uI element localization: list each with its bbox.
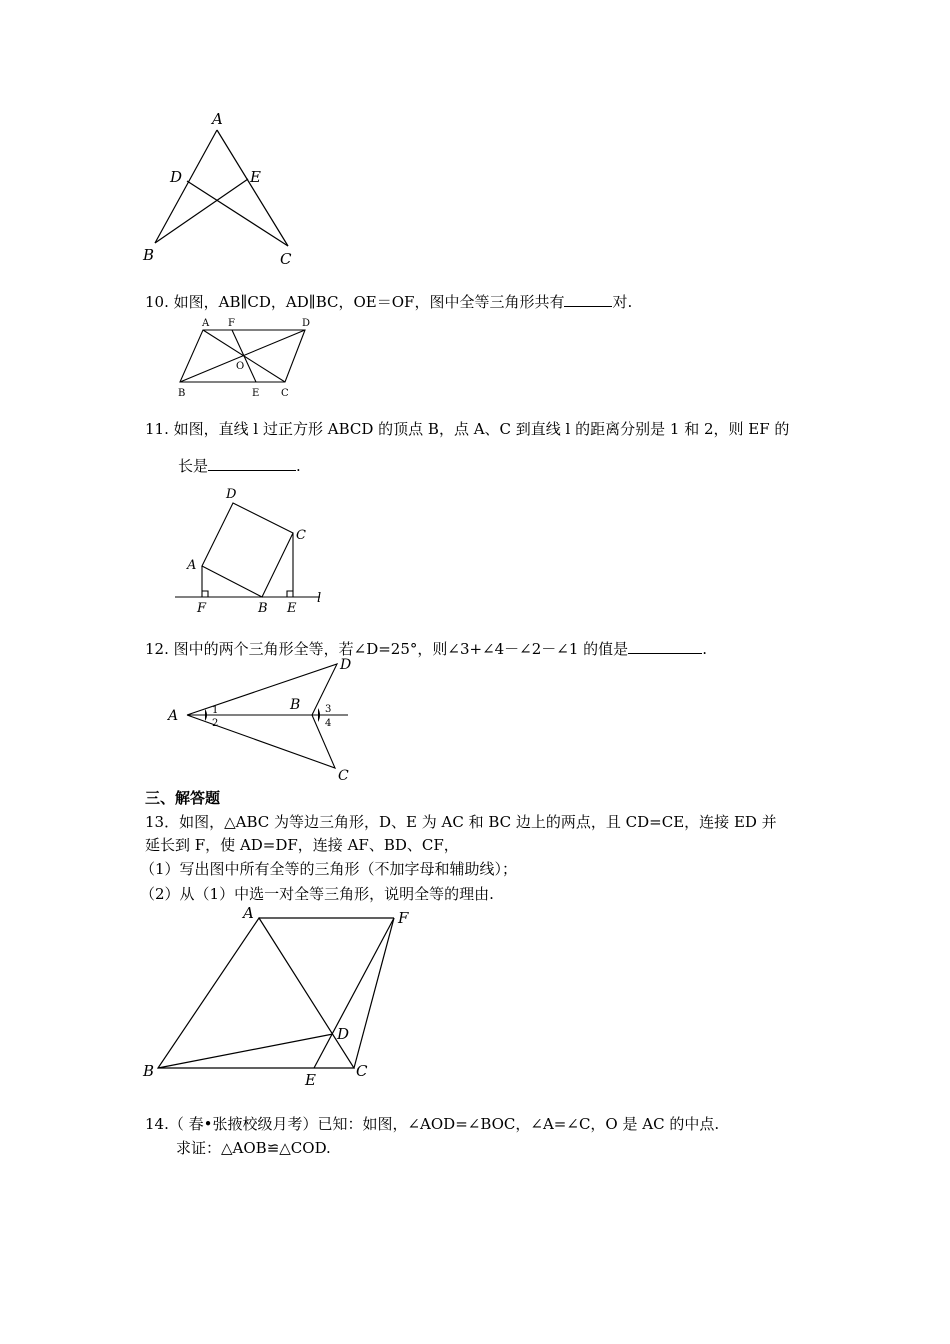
fig10-label-b: B	[178, 388, 186, 399]
fig13-label-c: C	[356, 1062, 368, 1080]
fig9-label-e: E	[250, 168, 261, 186]
q11-suffix: .	[296, 457, 301, 475]
fig13-label-d: D	[337, 1025, 350, 1043]
figure-q11	[170, 483, 340, 618]
fig12-angle-4: 4	[325, 718, 332, 729]
fig10-label-a: A	[202, 318, 210, 329]
q11-text	[145, 418, 789, 440]
q12-answer-blank[interactable]	[628, 639, 702, 654]
q10-body: 如图，AB∥CD，AD∥BC，OE＝OF，图中全等三角形共有	[173, 293, 565, 311]
fig11-label-b: B	[258, 601, 268, 616]
fig9-label-b: B	[143, 246, 155, 264]
fig10-label-c: C	[281, 388, 289, 399]
figure-q9	[140, 108, 310, 273]
fig12-label-a: A	[168, 708, 179, 724]
fig11-label-f: F	[197, 601, 207, 616]
q11-body: 如图，直线 l 过正方形 ABCD 的顶点 B，点 A、C 到直线 l 的距离分别是 1 和 2，则 EF 的	[173, 420, 790, 438]
fig13-label-a: A	[243, 904, 254, 922]
q11-number: 11.	[145, 420, 169, 438]
fig11-label-c: C	[296, 528, 306, 543]
q10-answer-blank[interactable]	[564, 292, 612, 307]
fig13-label-b: B	[143, 1062, 155, 1080]
fig10-label-f: F	[228, 318, 235, 329]
fig9-label-d: D	[170, 168, 183, 186]
figure-q10	[170, 315, 320, 405]
q13-line2: 延长到 F，使 AD=DF，连接 AF、BD、CF，	[145, 836, 459, 854]
figure-q12	[165, 656, 365, 786]
q14-line1: 14.（ 春•张掖校级月考）已知：如图，∠AOD=∠BOC，∠A=∠C，O 是 AC 的中点.	[145, 1115, 720, 1133]
q10-text	[145, 291, 632, 313]
fig10-label-d: D	[302, 318, 311, 329]
q12-suffix: .	[702, 640, 707, 658]
fig11-label-e: E	[287, 601, 297, 616]
q14-line2: 求证：△AOB≌△COD.	[176, 1139, 331, 1157]
q12-body: 图中的两个三角形全等，若∠D=25°，则∠3+∠4－∠2－∠1 的值是	[173, 640, 629, 658]
fig12-angle-3: 3	[325, 704, 332, 715]
fig9-label-a: A	[212, 110, 223, 128]
q13-part2: （2）从（1）中选一对全等三角形，说明全等的理由.	[140, 885, 494, 903]
fig10-label-o: O	[236, 361, 245, 372]
q12-number: 12.	[145, 640, 169, 658]
fig13-label-e: E	[305, 1071, 316, 1089]
figure-q13	[140, 905, 430, 1090]
fig12-label-b: B	[290, 697, 301, 713]
fig9-label-c: C	[280, 250, 292, 268]
section-title: 三、解答题	[145, 789, 221, 807]
fig13-label-f: F	[398, 909, 409, 927]
q11-body-2: 长是	[178, 457, 209, 475]
fig11-label-a: A	[187, 558, 197, 573]
fig12-label-d: D	[340, 657, 352, 673]
q10-suffix: 对.	[612, 293, 633, 311]
q11-text-line2	[178, 455, 301, 477]
fig12-angle-1: 1	[212, 705, 219, 716]
fig10-label-e: E	[252, 388, 260, 399]
fig11-label-l: l	[317, 591, 322, 606]
q13-line1: 13．如图，△ABC 为等边三角形，D、E 为 AC 和 BC 边上的两点，且 CD=CE，连接 ED 并	[145, 813, 777, 831]
q11-answer-blank[interactable]	[208, 456, 296, 471]
fig12-label-c: C	[338, 768, 349, 784]
fig12-angle-2: 2	[212, 718, 219, 729]
q13-part1: （1）写出图中所有全等的三角形（不加字母和辅助线）；	[140, 860, 518, 878]
q10-number: 10.	[145, 293, 169, 311]
fig11-label-d: D	[226, 487, 237, 502]
